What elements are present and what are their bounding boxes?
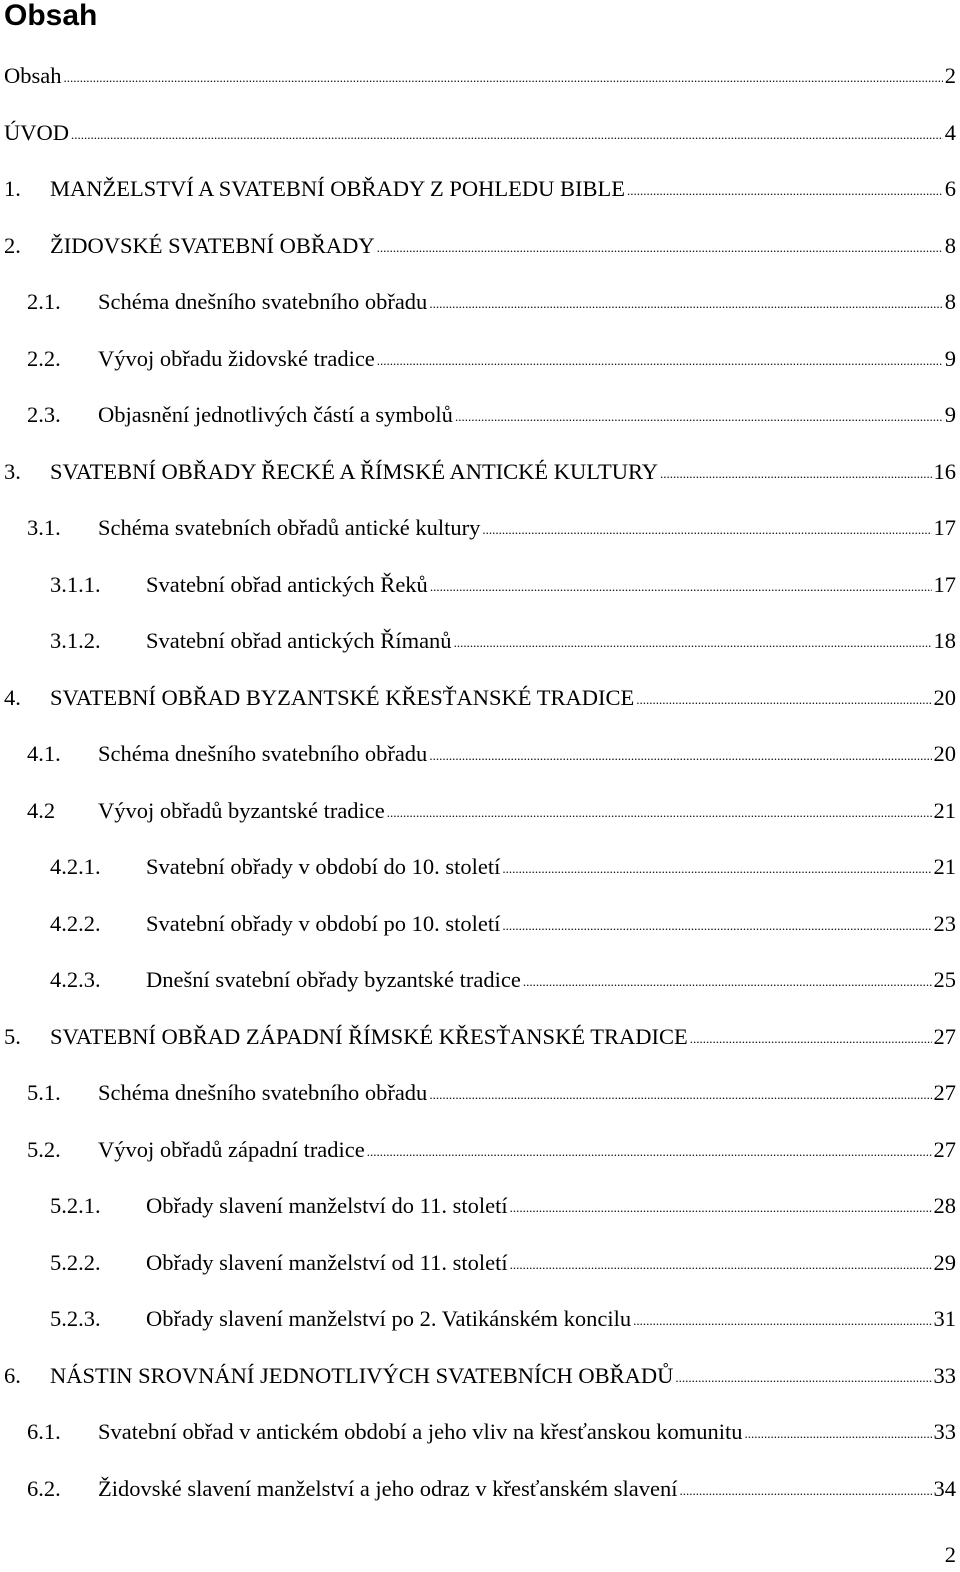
toc-entry-line <box>146 1178 956 1235</box>
toc-entry-title[interactable]: MANŽELSTVÍ A SVATEBNÍ OBŘADY Z POHLEDU BIBLE <box>50 161 627 218</box>
toc-dot-leader <box>660 467 932 480</box>
toc-entry[interactable] <box>0 500 960 557</box>
toc-entry-page: 9 <box>944 402 956 427</box>
toc-entry-number: 4.2.1. <box>50 854 101 879</box>
toc-entry-page: 27 <box>933 1080 956 1105</box>
toc-dot-leader <box>482 523 931 536</box>
page-title: Obsah <box>4 0 98 32</box>
toc-entry-title[interactable]: ŽIDOVSKÉ SVATEBNÍ OBŘADY <box>50 218 377 275</box>
toc-entry[interactable] <box>0 331 960 388</box>
toc-entry[interactable] <box>0 387 960 444</box>
toc-entry-number: 5.2.1. <box>50 1193 101 1218</box>
toc-entry-title[interactable]: Svatební obřad v antickém období a jeho vliv na křesťanskou komunitu <box>98 1404 745 1461</box>
toc-entry-page: 21 <box>933 797 956 823</box>
toc-entry-line <box>50 218 956 275</box>
toc-entry[interactable] <box>0 1009 960 1066</box>
toc-entry-number: 6. <box>4 1362 21 1388</box>
toc-entry-title[interactable]: SVATEBNÍ OBŘADY ŘECKÉ A ŘÍMSKÉ ANTICKÉ KULTURY <box>50 444 660 501</box>
toc-entry-number: 2. <box>4 232 21 258</box>
toc-entry-page: 20 <box>933 741 956 766</box>
toc-entry-title[interactable]: NÁSTIN SROVNÁNÍ JEDNOTLIVÝCH SVATEBNÍCH OBŘADŮ <box>50 1348 675 1405</box>
toc-entry[interactable] <box>0 952 960 1009</box>
toc-dot-leader <box>502 919 931 932</box>
toc-entry-number: 5.1. <box>27 1080 61 1105</box>
toc-entry-page: 17 <box>933 571 956 597</box>
toc-entry-title[interactable]: SVATEBNÍ OBŘAD ZÁPADNÍ ŘÍMSKÉ KŘESŤANSKÉ TRADICE <box>50 1009 690 1066</box>
toc-entry-title[interactable]: Svatební obřady v období do 10. století <box>146 839 502 896</box>
toc-entry-line <box>50 1348 956 1405</box>
toc-entry-number: 5.2. <box>27 1136 61 1162</box>
toc-entry-title[interactable]: Svatební obřad antických Římanů <box>146 613 454 670</box>
toc-entry-number: 2.1. <box>27 289 61 314</box>
toc-entry-line <box>146 613 956 670</box>
toc-entry-title[interactable]: Obřady slavení manželství do 11. století <box>146 1178 510 1235</box>
toc-entry-line <box>146 557 956 614</box>
toc-entry-number: 4.1. <box>27 741 61 766</box>
toc-dot-leader <box>455 410 943 423</box>
toc-dot-leader <box>377 354 943 367</box>
toc-entry-page: 33 <box>933 1362 956 1388</box>
toc-dot-leader <box>510 1258 932 1271</box>
toc-entry-title[interactable]: Svatební obřad antických Řeků <box>146 557 430 614</box>
toc-entry-number: 4. <box>4 684 21 710</box>
toc-entry-line <box>4 105 956 162</box>
toc-entry-line <box>146 1235 956 1292</box>
toc-entry-line <box>50 161 956 218</box>
toc-entry-number: 3.1.2. <box>50 628 101 653</box>
toc-entry[interactable] <box>0 839 960 896</box>
toc-entry[interactable] <box>0 274 960 331</box>
table-of-contents <box>0 48 960 1517</box>
toc-entry-line <box>4 48 956 105</box>
toc-dot-leader <box>71 128 943 141</box>
toc-entry-line <box>146 952 956 1009</box>
toc-entry-line <box>98 500 956 557</box>
toc-entry-line <box>146 1291 956 1348</box>
toc-entry[interactable] <box>0 1235 960 1292</box>
toc-dot-leader <box>636 693 931 706</box>
toc-dot-leader <box>429 1088 931 1101</box>
toc-entry-line <box>98 387 956 444</box>
toc-entry-title[interactable]: Schéma dnešního svatebního obřadu <box>98 1065 429 1122</box>
toc-entry-number: 3. <box>4 458 21 484</box>
toc-entry[interactable] <box>0 613 960 670</box>
toc-entry-page: 6 <box>944 176 956 201</box>
toc-entry-page: 4 <box>944 119 956 145</box>
toc-dot-leader <box>679 1484 931 1497</box>
toc-entry[interactable] <box>0 1461 960 1518</box>
toc-entry-title[interactable]: Židovské slavení manželství a jeho odraz v křesťanském slavení <box>98 1461 679 1518</box>
toc-entry-title[interactable]: Vývoj obřadů západní tradice <box>98 1122 367 1179</box>
toc-entry[interactable] <box>0 1291 960 1348</box>
toc-entry[interactable] <box>0 557 960 614</box>
toc-entry-page: 27 <box>933 1023 956 1049</box>
toc-entry[interactable] <box>0 444 960 501</box>
toc-dot-leader <box>690 1032 932 1045</box>
toc-dot-leader <box>627 184 943 197</box>
toc-entry-page: 2 <box>944 63 956 88</box>
toc-entry-title[interactable]: Dnešní svatební obřady byzantské tradice <box>146 952 523 1009</box>
toc-entry-line <box>98 1461 956 1518</box>
toc-entry-page: 8 <box>944 232 956 258</box>
toc-entry-page: 28 <box>933 1193 956 1218</box>
toc-entry-page: 23 <box>933 910 956 936</box>
toc-entry-line <box>146 839 956 896</box>
toc-entry-number: 4.2.2. <box>50 910 101 936</box>
toc-entry[interactable] <box>0 1122 960 1179</box>
toc-entry-number: 6.2. <box>27 1475 61 1501</box>
toc-dot-leader <box>633 1314 931 1327</box>
toc-entry[interactable] <box>0 48 960 105</box>
toc-entry-page: 34 <box>933 1475 956 1501</box>
toc-dot-leader <box>675 1371 931 1384</box>
toc-entry-page: 25 <box>933 967 956 992</box>
toc-entry[interactable] <box>0 1065 960 1122</box>
toc-dot-leader <box>429 749 931 762</box>
toc-entry-page: 27 <box>933 1136 956 1162</box>
toc-entry-line <box>98 726 956 783</box>
toc-entry-line <box>98 783 956 840</box>
toc-entry[interactable] <box>0 218 960 275</box>
toc-entry-number: 3.1.1. <box>50 571 101 597</box>
toc-entry-page: 8 <box>944 289 956 314</box>
toc-entry-page: 9 <box>944 345 956 371</box>
toc-dot-leader <box>510 1201 932 1214</box>
toc-entry-number: 3.1. <box>27 515 61 540</box>
toc-entry-number: 5.2.2. <box>50 1249 101 1275</box>
toc-entry-title[interactable]: Svatební obřady v období po 10. století <box>146 896 502 953</box>
toc-entry[interactable] <box>0 161 960 218</box>
toc-dot-leader <box>523 975 932 988</box>
toc-entry-title[interactable]: Objasnění jednotlivých částí a symbolů <box>98 387 455 444</box>
toc-entry-title[interactable]: Obsah <box>4 48 64 105</box>
toc-entry-line <box>98 274 956 331</box>
toc-dot-leader <box>367 1145 932 1158</box>
toc-entry[interactable] <box>0 1404 960 1461</box>
toc-entry-number: 2.3. <box>27 402 61 427</box>
toc-entry-title[interactable]: Vývoj obřadu židovské tradice <box>98 331 377 388</box>
toc-dot-leader <box>387 806 932 819</box>
toc-entry-page: 17 <box>933 515 956 540</box>
toc-entry[interactable] <box>0 896 960 953</box>
toc-entry-title[interactable]: Schéma svatebních obřadů antické kultury <box>98 500 482 557</box>
toc-entry-title[interactable]: Obřady slavení manželství po 2. Vatikánském koncilu <box>146 1291 633 1348</box>
toc-entry-line <box>98 1122 956 1179</box>
toc-dot-leader <box>429 297 942 310</box>
toc-entry-line <box>98 331 956 388</box>
page-number: 2 <box>944 1542 956 1567</box>
toc-entry-number: 6.1. <box>27 1419 61 1444</box>
toc-entry-number: 4.2.3. <box>50 967 101 992</box>
toc-entry[interactable] <box>0 1178 960 1235</box>
toc-entry-number: 5. <box>4 1023 21 1049</box>
toc-dot-leader <box>745 1427 932 1440</box>
toc-entry-title[interactable]: Schéma dnešního svatebního obřadu <box>98 726 429 783</box>
toc-entry-number: 4.2 <box>27 797 56 823</box>
toc-dot-leader <box>377 241 943 254</box>
toc-entry[interactable] <box>0 783 960 840</box>
toc-dot-leader <box>430 580 932 593</box>
toc-entry-number: 1. <box>4 176 21 201</box>
toc-entry-title[interactable]: SVATEBNÍ OBŘAD BYZANTSKÉ KŘESŤANSKÉ TRADICE <box>50 670 636 727</box>
toc-entry-page: 20 <box>933 684 956 710</box>
toc-dot-leader <box>64 71 943 84</box>
toc-entry-page: 33 <box>933 1419 956 1444</box>
toc-entry-title[interactable]: Schéma dnešního svatebního obřadu <box>98 274 429 331</box>
toc-entry-page: 29 <box>933 1249 956 1275</box>
toc-entry[interactable] <box>0 726 960 783</box>
toc-entry-title[interactable]: Obřady slavení manželství od 11. století <box>146 1235 510 1292</box>
toc-entry-number: 5.2.3. <box>50 1306 101 1331</box>
toc-entry-line <box>98 1065 956 1122</box>
toc-entry-line <box>50 444 956 501</box>
toc-entry-title[interactable]: Vývoj obřadů byzantské tradice <box>98 783 387 840</box>
toc-dot-leader <box>502 862 931 875</box>
toc-entry[interactable] <box>0 105 960 162</box>
toc-entry-line <box>50 670 956 727</box>
toc-entry-page: 16 <box>933 458 956 484</box>
toc-entry-line <box>146 896 956 953</box>
toc-entry-page: 21 <box>933 854 956 879</box>
toc-entry-number: 2.2. <box>27 345 61 371</box>
toc-entry-line <box>98 1404 956 1461</box>
toc-entry-line <box>50 1009 956 1066</box>
toc-dot-leader <box>454 636 932 649</box>
toc-entry-title[interactable]: ÚVOD <box>4 105 71 162</box>
toc-entry-page: 18 <box>933 628 956 653</box>
toc-entry[interactable] <box>0 670 960 727</box>
toc-entry[interactable] <box>0 1348 960 1405</box>
toc-entry-page: 31 <box>933 1306 956 1331</box>
